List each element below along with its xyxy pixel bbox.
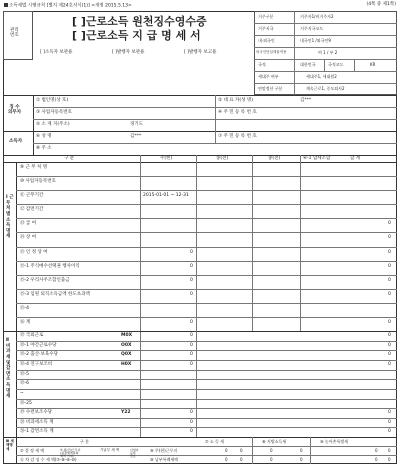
section1-row-label: ⑫ 감면기간 [20, 207, 44, 213]
section2-row-current: 0 [190, 333, 193, 338]
section1-row-current: 0 [190, 249, 193, 255]
section2-row-label: ⑳ 비과세소득 계 [20, 419, 54, 425]
section3-label: Ⅲ 세액명세 [6, 439, 14, 451]
earner-resident-no-label: ⑦ 주 민 등 록 번 호 [218, 134, 257, 139]
withholder-section-label: 징 수 의무자 [8, 105, 22, 116]
section2-row-label: ⑱-5 [20, 371, 29, 377]
section2-row-code: Q0X [121, 352, 132, 358]
nationality-type-label: 내·외국인 [258, 38, 275, 43]
tax-col-rural-tax: ⑨ 농어촌특별세 [320, 439, 349, 444]
current-employer-tax-income: 0 [225, 448, 228, 453]
determined-tax-income: 0 [240, 448, 243, 453]
form-title-line2: [ ]근로소득 지 급 명 세 서 [72, 29, 201, 42]
section2-row-line [16, 341, 397, 342]
section2-row-line [16, 408, 397, 409]
section1-row-label: ⑮-3 임원 퇴직소득금액 한도초과액 [20, 291, 90, 297]
section2-row-line [16, 399, 397, 400]
section1-row-line [16, 232, 397, 233]
section2-row-line [16, 389, 397, 390]
section1-row-line [16, 176, 397, 177]
section2-row-code: H0X [121, 361, 132, 367]
section2-row-line [16, 418, 397, 419]
section2-row-code: O0X [121, 342, 132, 348]
section1-row-line [16, 317, 397, 318]
section1-row-total: 0 [388, 221, 391, 227]
section1-row-current: 2015-01-01 ~ 12-31 [143, 193, 189, 199]
col-category: 구 분 [64, 156, 75, 161]
section1-row-total: 0 [388, 263, 391, 269]
col-prev-employer-1: 종(전) [216, 156, 229, 161]
final-tax-local: 0 [300, 457, 303, 462]
admin-number-label: 관리 번호 [10, 28, 19, 39]
section2-row-line [16, 427, 397, 428]
special-tax-local: 0 [270, 457, 273, 462]
special-tax-income: 0 [225, 457, 228, 462]
section1-row-label: ⑬ 급 여 [20, 221, 37, 227]
section1-row-label: ⑮-4 [20, 305, 29, 311]
section2-row-current: 0 [190, 361, 193, 367]
flat-rate-value: 여 1 / 부 2 [318, 50, 338, 55]
section1-row-line [16, 261, 397, 262]
biz-reg-no-note: 사업자 등록 번호 [130, 448, 139, 458]
col-current-employer: 주(현) [160, 156, 173, 161]
section1-row-label: ⑪ 근무기간 [20, 193, 44, 199]
business-reg-no-label: ③ 사업자등록번호 [36, 110, 72, 115]
section2-row-label: ⑳-1 감면소득 계 [20, 429, 54, 435]
section2-row-current: 0 [190, 342, 193, 348]
household-head-value: 세대주1, 세대원2 [306, 74, 337, 79]
section2-row-label: ⑱-25 [20, 400, 32, 406]
section1-row-current: 0 [190, 319, 193, 325]
section2-row-total: 0 [388, 361, 391, 367]
section2-row-current: 0 [190, 429, 193, 435]
form-title-line1: [ ]근로소득 원천징수영수증 [72, 15, 207, 28]
prepaid-tax-label: 기납부 세 액 [100, 448, 120, 452]
section2-row-total: 0 [388, 410, 391, 416]
current-employer-tax-local: 0 [270, 448, 273, 453]
section2-row-label: ⑱-4 연구보조비 [20, 361, 53, 367]
representative-label: ② 대 표 자(성 명) [218, 98, 254, 103]
col-tax-union: ⑥-1 납세조합 [303, 156, 331, 161]
section2-row-current: 0 [190, 410, 193, 416]
section2-row-total: 0 [388, 429, 391, 435]
resident-reg-no-label: ④ 주 민 등 록 번 호 [218, 110, 257, 115]
col-total: 합 계 [350, 156, 361, 161]
section1-row-total: 0 [388, 291, 391, 297]
earner-name-label: ⑥ 성 명 [36, 134, 52, 139]
section2-row-line [16, 350, 397, 351]
nationality-type-value: 내국인1 /외국인9 [300, 38, 331, 43]
section1-row-total: 0 [388, 319, 391, 325]
settlement-type-value: 계속근로1, 중도퇴사2 [306, 86, 345, 91]
section2-row-label: ~ [20, 390, 24, 396]
section2-row-code: Y22 [121, 410, 131, 416]
copy-type-report: [ ]발행자 보고용 [184, 50, 217, 55]
section2-row-total: 0 [388, 352, 391, 358]
residency-label: 거주구분 [258, 14, 274, 19]
section1-row-label: ⑮-2 우리사주조합인출금 [20, 277, 70, 283]
copy-type-issuer: [ ]발행자 보관용 [112, 50, 145, 55]
nationality-value: 대한민국 [300, 62, 316, 67]
section2-row-total: 0 [388, 333, 391, 338]
settlement-type-label: 연말정산 구분 [258, 86, 283, 91]
earner-address-label: ⑧ 주 소 [36, 146, 52, 151]
section2-row-total: 0 [388, 419, 391, 425]
section1-row-line [16, 218, 397, 219]
final-tax-income: 0 [240, 457, 243, 462]
special-tax-rural: 0 [375, 457, 378, 462]
address-label: ⑤ 소 재 지(주소) [36, 122, 70, 127]
section1-row-label: ⑮-1 주식매수선택권 행사이익 [20, 263, 80, 269]
section2-row-line [16, 379, 397, 380]
household-head-label: 세대주 여부 [258, 74, 279, 79]
section2-row-current: 0 [190, 352, 193, 358]
residence-country-value: 거주지국코드 [300, 26, 324, 31]
tax-col-income-tax: ⑦ 소 득 세 [205, 439, 224, 444]
residence-country-label: 거주지국 [258, 26, 274, 31]
current-employer-tax-rural: 0 [375, 448, 378, 453]
section1-row-line [16, 190, 397, 191]
nationality-label: 국적 [258, 62, 266, 67]
section1-row-total: 0 [388, 235, 391, 241]
section2-row-total: 0 [388, 342, 391, 348]
section1-row-label: ⑨ 근 무 처 명 [20, 165, 48, 170]
square-bullet-icon [4, 3, 8, 7]
section2-row-code: M0X [121, 333, 133, 338]
company-name-label: ① 법인명(상 호) [36, 98, 69, 103]
form-header-left: 소득세법 시행규칙 [별지 제24호서식(1)] <개정 2015.5.13> [4, 3, 132, 9]
determined-tax-label: ⑦ 결 정 세 액 [20, 448, 45, 453]
final-tax-label: ⑪ 차 감 징 수 세 액(⑦-⑧-⑨-⑩) [20, 457, 77, 462]
section2-row-line [16, 360, 397, 361]
tax-col-local-tax: ⑧ 지방소득세 [262, 439, 287, 444]
section2-row-current: 0 [190, 419, 193, 425]
determined-tax-rural: 0 [388, 448, 391, 453]
section1-row-label: ⑯ 계 [20, 319, 31, 325]
section1-row-line [16, 204, 397, 205]
section1-label: Ⅰ 근무처별소득명세 [6, 195, 14, 240]
section2-row-label: ⑱-6 [20, 381, 29, 387]
earner-name-value: 김*** [130, 134, 142, 139]
section2-row-label: ⑱ 국외근로 [20, 333, 44, 338]
section2-row-line [16, 370, 397, 371]
section1-row-current: 0 [190, 277, 193, 283]
representative-value: 김*** [300, 98, 312, 103]
section1-row-label: ⑮ 인 정 상 여 [20, 249, 48, 255]
section1-row-line [16, 247, 397, 248]
page-indicator: (4쪽 중 제1쪽) [366, 2, 396, 7]
section2-label: Ⅱ 비과세및감면소득명세 [6, 338, 11, 400]
address-value: 경기도 [130, 122, 144, 127]
nationality-code-value: KR [370, 62, 376, 67]
section1-row-label: ⑭ 상 여 [20, 235, 37, 241]
special-tax-label: ⑩ 납부특례세액 [150, 457, 179, 462]
section2-row-label: ⑱-2 출산·보육수당 [20, 352, 58, 358]
nationality-code-label: 국적코드 [328, 62, 344, 67]
section2-row-label: ⑱-1 야간근로수당 [20, 342, 57, 348]
section1-row-line [16, 275, 397, 276]
section1-row-label: ⑩ 사업자등록번호 [20, 179, 56, 185]
flat-rate-label: 외국인단일세율적용 [256, 50, 287, 54]
current-employer-tax-label: ⑨ 주(현)근무지 [150, 448, 178, 453]
prev-employer-tax-note: ⑧ 종(전)근무지 (결정세액란의 세액 기재) [60, 448, 81, 458]
section1-row-total: 0 [388, 277, 391, 283]
section1-row-total: 0 [388, 249, 391, 255]
section1-row-line [16, 289, 397, 290]
section1-row-current: 0 [190, 263, 193, 269]
residency-value: 거주자1/비거주자2 [300, 14, 334, 19]
col-prev-employer-2: 종(전) [268, 156, 281, 161]
section2-row-label: ⑲ 수련보조수당 [20, 410, 53, 416]
copy-type-earner: [ ]소득자 보관용 [40, 50, 73, 55]
earner-section-label: 소득자 [9, 139, 23, 144]
determined-tax-local: 0 [300, 448, 303, 453]
section1-row-line [16, 303, 397, 304]
tax-col-category: 구 분 [80, 439, 89, 444]
section1-row-current: 0 [190, 291, 193, 297]
final-tax-rural: 0 [388, 457, 391, 462]
